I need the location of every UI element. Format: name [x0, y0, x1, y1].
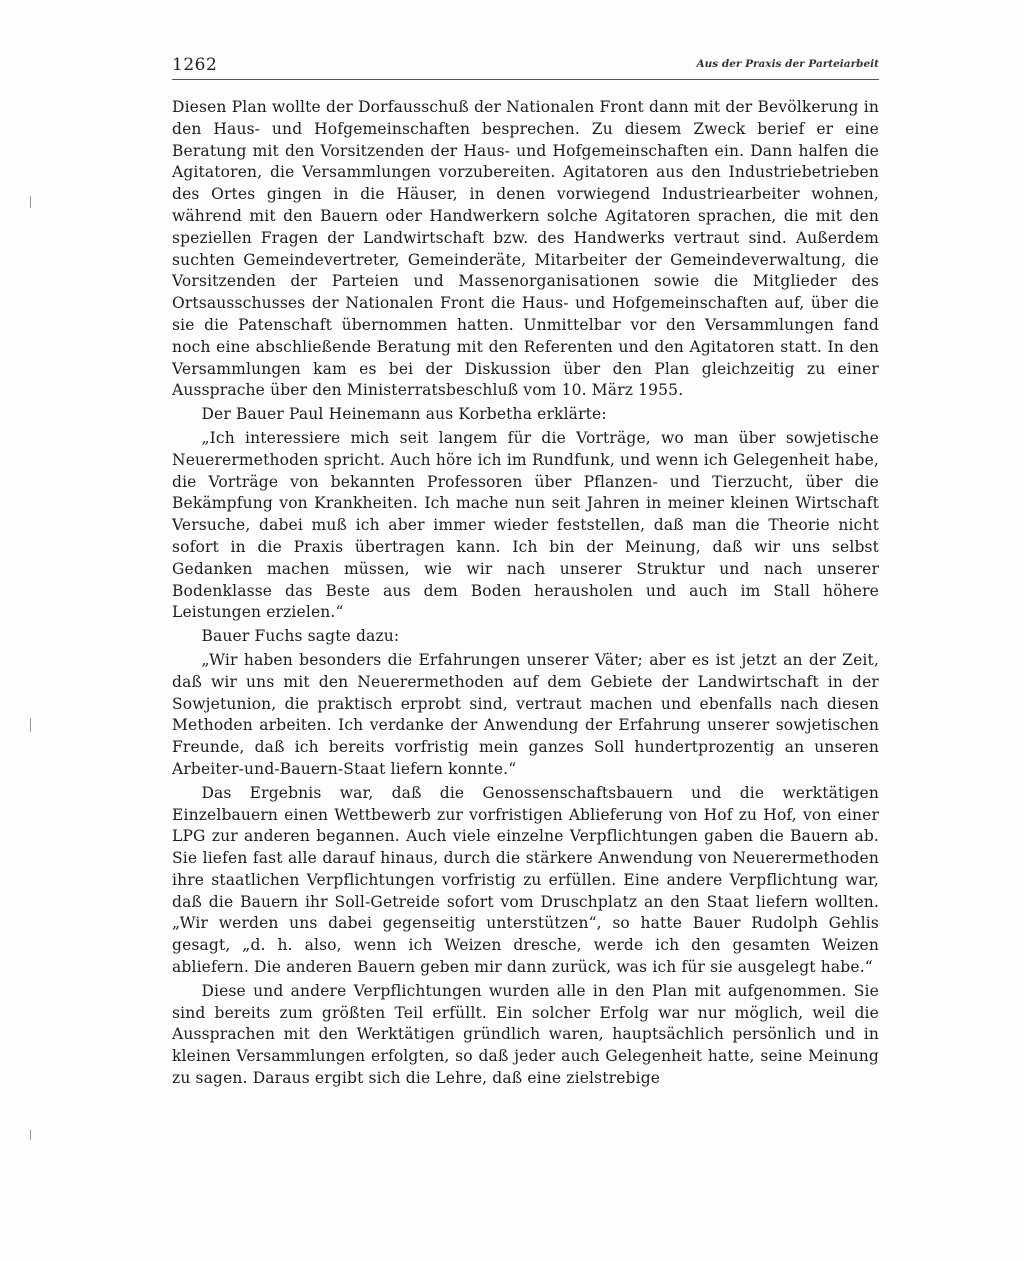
paragraph: Der Bauer Paul Heinemann aus Korbetha erklärte: [201, 405, 607, 424]
paragraph: Diese und andere Verpflichtungen wurden alle in den Plan mit aufgenommen. Sie sind bereits zum größten Teil erfüllt. Ein solcher Erfolg war nur möglich, weil die Aussprachen mit den Werktätigen gründlich waren, hauptsächlich persönlich und in kleinen Versammlungen erfolgten, so daß jeder auch Gelegenheit hatte, seine Meinung zu sagen. Daraus ergibt sich die Lehre, daß eine zielstrebige [172, 981, 879, 1088]
margin-mark [30, 196, 31, 208]
quote-paragraph: „Wir haben besonders die Erfahrungen unserer Väter; aber es ist jetzt an der Zeit, daß wir uns mit den Neuerermethoden auf dem Gebiete der Landwirtschaft in der Sowjetunion, die praktisch erprobt sind, vertraut machen und ebenfalls nach diesen Methoden arbeiten. Ich verdanke der Anwendung der Erfahrung unserer sowjetischen Freunde, daß ich bereits vorfristig mein ganzes Soll hundertprozentig an unseren Arbeiter-und-Bauern-Staat liefern konnte.“ [172, 650, 879, 778]
body-text [172, 97, 879, 1092]
running-title: Aus der Praxis der Parteiarbeit [696, 58, 879, 70]
margin-mark [30, 718, 31, 732]
page-number: 1262 [172, 55, 218, 75]
paragraph: Bauer Fuchs sagte dazu: [201, 627, 400, 646]
margin-mark [30, 1130, 31, 1140]
quote-paragraph: „Ich interessiere mich seit langem für die Vorträge, wo man über sowjetische Neuerermethoden spricht. Auch höre ich im Rundfunk, und wenn ich Gelegenheit habe, die Vorträge von bekannten Professoren über Pflanzen- und Tierzucht, über die Bekämpfung von Krankheiten. Ich mache nun seit Jahren in meiner kleinen Wirtschaft Versuche, dabei muß ich aber immer wieder feststellen, daß man die Theorie nicht sofort in die Praxis übertragen kann. Ich bin der Meinung, daß wir uns selbst Gedanken machen müssen, wie wir nach unserer Struktur und nach unserer Bodenklasse das Beste aus dem Boden herausholen und auch im Stall höhere Leistungen erzielen.“ [172, 428, 879, 622]
page-header [172, 55, 879, 80]
paragraph: Das Ergebnis war, daß die Genossenschaftsbauern und die werktätigen Einzelbauern einen Wettbewerb zur vorfristigen Ablieferung von Hof zu Hof, von einer LPG zur anderen begannen. Auch viele einzelne Verpflichtungen gaben die Bauern ab. Sie liefen fast alle darauf hinaus, durch die stärkere Anwendung von Neuerermethoden ihre staatlichen Verpflichtungen vorfristig zu erfüllen. Eine andere Verpflichtung war, daß die Bauern ihr Soll-Getreide sofort vom Druschplatz an den Staat liefern wollten. „Wir werden uns dabei gegenseitig unterstützen“, so hatte Bauer Rudolph Gehlis gesagt, „d. h. also, wenn ich Weizen dresche, werde ich den gesamten Weizen abliefern. Die anderen Bauern geben mir dann zurück, was ich für sie ausgelegt habe.“ [172, 783, 879, 977]
paragraph: Diesen Plan wollte der Dorfausschuß der Nationalen Front dann mit der Bevölkerung in den Haus- und Hofgemeinschaften besprechen. Zu diesem Zweck berief er eine Beratung mit den Vorsitzenden der Haus- und Hofgemeinschaften ein. Dann halfen die Agitatoren, die Versammlungen vorzubereiten. Agitatoren aus den Industriebetrieben des Ortes gingen in die Häuser, in denen vorwiegend Industriearbeiter wohnen, während mit den Bauern oder Handwerkern solche Agitatoren sprachen, die mit den speziellen Fragen der Landwirtschaft bzw. des Handwerks vertraut sind. Außerdem suchten Gemeindevertreter, Gemeinderäte, Mitarbeiter der Gemeindeverwaltung, die Vorsitzenden der Parteien und Massenorganisationen sowie die Mitglieder des Ortsausschusses der Nationalen Front die Haus- und Hofgemeinschaften auf, über die sie die Patenschaft übernommen hatten. Unmittelbar vor den Versammlungen fand noch eine abschließende Beratung mit den Referenten und den Agitatoren statt. In den Versammlungen kam es bei der Diskussion über den Plan gleichzeitig zu einer Aussprache über den Ministerratsbeschluß vom 10. März 1955. [172, 98, 879, 400]
